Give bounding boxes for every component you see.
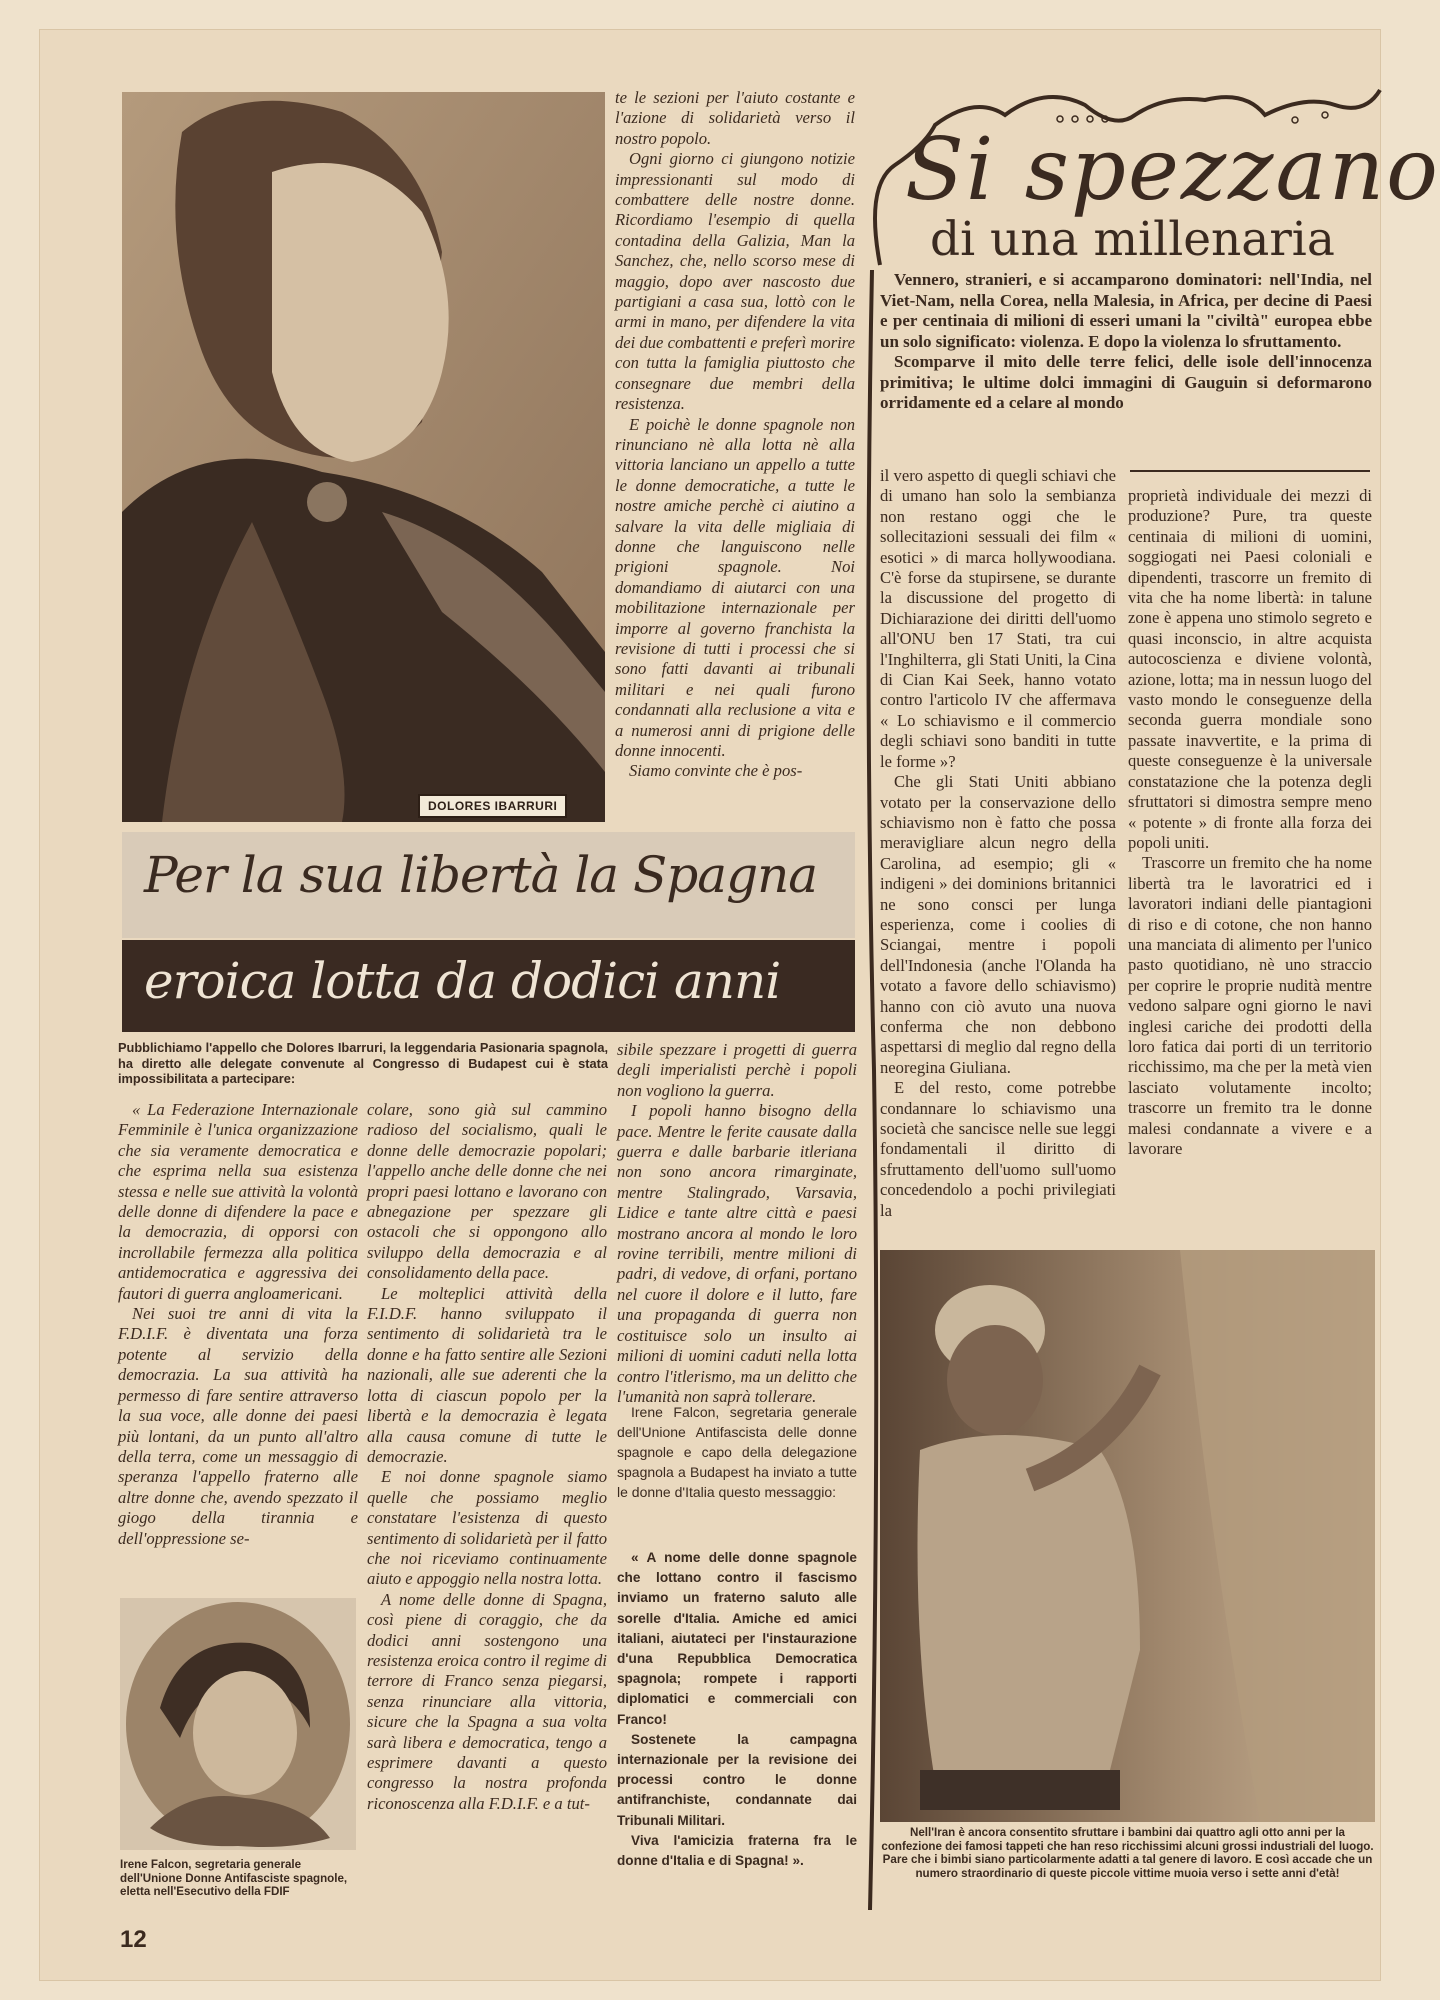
paragraph: Vennero, stranieri, e si accamparono dominatori: nell'India, nel Viet-Nam, nella Corea, nella Malesia, in Africa, per decine di Paesi e per centinaia di milioni di esseri umani la "civiltà" europea ebbe un solo significato: violenza. E dopo la violenza lo sfruttamento. (880, 270, 1372, 351)
article-column-1 (118, 1100, 358, 1590)
paragraph: « La Federazione Internazionale Femminile è l'unica organizzazione che sia veramente democratica e che esprima nella sua esistenza stessa e nelle sue attività la volontà delle donne di difendere la pace e la democrazia, di opporsi con incrollabile fermezza alla politica antidemocratica e aggressiva dei fautori di guerra angloamericani. (118, 1100, 358, 1303)
paragraph: te le sezioni per l'aiuto costante e l'azione di solidarietà verso il nostro popolo. (615, 88, 855, 148)
paragraph: E poichè le donne spagnole non rinunciano nè alla lotta nè alla vittoria lanciano un appello a tutte le donne democratiche, a tutte le nostre amiche perchè ci aiutino a salvare la vita delle migliaia di donne che languiscono nelle prigioni spagnole. Noi domandiamo di aiutarci con una mobilitazione internazionale per imporre al governo franchista la revisione di tutti i processi che si sono fatti davanti ai tribunali militari e nei quali furono condannati alla reclusione a vita e a numerosi anni di prigione delle donne innocenti. (615, 414, 855, 760)
paragraph: A nome delle donne di Spagna, così piene di coraggio, che da dodici anni sostengono una resistenza eroica contro il regime di terrore di Franco senza piegarsi, senza rinunciare alla vittoria, sicure che la Spagna a sua volta sarà libera e democratica, tengo a esprimere davanti a questo congresso la nostra profonda riconoscenza alla F.D.I.F. e a tut- (367, 1589, 607, 1813)
child-carpet-weaver-photo (880, 1250, 1375, 1822)
column-rule (1130, 470, 1370, 472)
falcon-intro (617, 1402, 857, 1542)
irene-falcon-caption: Irene Falcon, segretaria generale dell'Unione Donne Antifasciste spagnole, eletta nell'Esecutivo della FDIF (120, 1858, 348, 1899)
paragraph: Nei suoi tre anni di vita la F.D.I.F. è diventata una forza potente al servizio della democrazia. La sua attività ha permesso di fare sentire attraverso la sua voce, alle donne dei paesi più lontani, da un punto all'altro della terra, come un messaggio di speranza l'appello fraterno alle altre donne che, avendo spezzato il giogo della tirannia e dell'oppressione se- (118, 1304, 358, 1548)
right-headline-sub: di una millenaria (930, 212, 1335, 267)
paragraph: Viva l'amicizia fraterna fra le donne d'Italia e di Spagna! ». (617, 1832, 857, 1869)
paragraph: Che gli Stati Uniti abbiano votato per la conservazione dello schiavismo non è fatto che possa meravigliare alcun negro della Carolina, ad esempio; gli « indigeni » dei dominions britannici ne sono consci per lunga esperienza, come i coolies di Sciangai, mentre i popoli dell'Indonesia (anche l'Olanda ha votato a favore dello schiavismo) hanno con ciò avuto una nuova conferma che non debbono aspettarsi di meglio dal regno della neoregina Giuliana. (880, 772, 1116, 1077)
paragraph: I popoli hanno bisogno della pace. Mentre le ferite causate dalla guerra e dalle barbarie itleriana non sono ancora rimarginate, mentre Stalingrado, Varsavia, Lidice e tante altre città e paesi mostrano ancora al mondo le loro rovine terribili, mentre milioni di padri, di vedove, di orfani, portano nel cuore il dolore e il lutto, fare una propaganda di guerra non costituisce solo un insulto ai milioni di uomini caduti nella lotta contro l'itlerismo, ma un delitto che l'umanità non saprà tollerare. (617, 1101, 857, 1406)
right-headline-script: Si spezzano (905, 120, 1440, 220)
right-intro (880, 270, 1372, 466)
paragraph: il vero aspetto di quegli schiavi che di umano han solo la sembianza non restano oggi che le sollecitazioni sessuali dei film « esotici » di marca hollywoodiana. C'è forse da stupirsene, se durante la discussione del progetto di Dichiarazione dei diritti dell'uomo all'ONU ben 17 Stati, tra cui l'Inghilterra, gli Stati Uniti, la Cina di Cian Kai Seek, hanno votato contro l'articolo IV che affermava « Lo schiavismo e il commercio degli schiavi sono banditi in tutte le forme »? (880, 466, 1116, 771)
paragraph: E noi donne spagnole siamo quelle che possiamo meglio constatare l'esistenza di questo sentimento di solidarietà per il fatto che noi riceviamo continuamente aiuto e appoggio nella nostra lotta. (367, 1467, 607, 1589)
paragraph: proprietà individuale dei mezzi di produzione? Pure, tra queste centinaia di milioni di uomini, soggiogati nei Paesi coloniali e dipendenti, trascorre un fremito di vita che ha nome libertà: in talune zone è appena uno stimolo segreto e quasi inconscio, in altre acquista autocoscienza e diviene volontà, azione, lotta; ma in nessun luogo del vasto mondo le conseguenze della seconda guerra mondiale sono passate inavvertite, e la prima di queste conseguenze è la universale constatazione che la potenza degli sfruttatori si dimostra sempre meno « potente » di fronte alla forza dei popoli uniti. (1128, 486, 1372, 852)
headline-line-1: Per la sua libertà la Spagna (144, 846, 818, 904)
intro-text: Pubblichiamo l'appello che Dolores Ibarruri, la leggendaria Pasionaria spagnola, ha diretto alle delegate convenute al Congresso di Budapest cui è stata impossibilitata a partecipare: (118, 1040, 608, 1086)
photo-caption-label: DOLORES IBARRURI (418, 794, 567, 818)
falcon-message (617, 1548, 857, 1913)
paragraph: Siamo convinte che è pos- (629, 761, 803, 781)
paragraph: « A nome delle donne spagnole che lottano contro il fascismo inviamo un fraterno saluto alle sorelle d'Italia. Amiche ed amici italiani, aiutateci per l'instaurazione d'una Repubblica Democratica spagnola; rompete i rapporti diplomatici e commerciali con Franco! (617, 1550, 857, 1727)
article-intro (118, 1040, 608, 1096)
paragraph: E del resto, come potrebbe condannare lo schiavismo una società che sancisce nelle sue leggi fondamentali il diritto di sfruttamento dell'uomo sull'uomo concedendolo a pochi privilegiati la (880, 1078, 1116, 1220)
page-number: 12 (120, 1926, 147, 1953)
right-column-a (880, 466, 1116, 1230)
paragraph: Ogni giorno ci giungono notizie impressionanti sul modo di combattere delle nostre donne. Ricordiamo l'esempio di quella contadina della Galizia, Man la Sanchez, che, nello scorso mese di maggio, dopo aver nascosto due partigiani a casa sua, lottò con le armi in mano, per difendere la vita dei due combattenti e preferì morire con tutta la famiglia piuttosto che consegnare due membri della resistenza. (615, 149, 855, 414)
article-column-top (615, 88, 855, 828)
article-column-3 (617, 1040, 857, 1406)
paragraph: Sostenete la campagna internazionale per la revisione dei processi contro le donne antifranchiste, condannate dai Tribunali Militari. (617, 1731, 857, 1828)
paragraph: Trascorre un fremito che ha nome libertà tra le lavoratrici ed i lavoratori indiani delle piantagioni di riso e di cotone, che non hanno una manciata di alimento per l'unico pasto quotidiano, nè uno straccio per coprire le proprie nudità mentre vedono salpare ogni giorno le navi inglesi cariche dei prodotti della loro fatica dai porti di un territorio ricchissimo, ma che per la metà vien lasciato volutamente incolto; trascorre un fremito tra le donne malesi condannate a vivere e a lavorare (1128, 853, 1372, 1158)
right-column-b (1128, 486, 1372, 1230)
paragraph: Irene Falcon, segretaria generale dell'Unione Antifascista delle donne spagnole e capo della delegazione spagnola a Budapest ha inviato a tutte le donne d'Italia questo messaggio: (617, 1404, 857, 1500)
paragraph: colare, sono già sul cammino radioso del socialismo, quali le donne delle democrazie popolari; l'appello anche delle donne che nei propri paesi lottano e lavorano con abnegazione per spezzare gli ostacoli che si oppongono allo sviluppo della democrazia e al consolidamento della pace. (367, 1100, 607, 1283)
child-photo-caption: Nell'Iran è ancora consentito sfruttare i bambini dai quattro agli otto anni per la confezione dei famosi tappeti che han reso ricchissimi alcuni grossi industriali del luogo. Pare che i bimbi siano particolarmente adatti a tal genere di lavoro. E così accade che un numero straordinario di queste piccole vittime muoia verso i sette anni d'età! (881, 1826, 1374, 1880)
decorative-bracket (862, 270, 882, 1910)
paragraph: Scomparve il mito delle terre felici, delle isole dell'innocenza primitiva; le ultime dolci immagini di Gauguin si deformarono orridamente ed a celare al mondo (880, 352, 1372, 412)
headline-line-2: eroica lotta da dodici anni (144, 952, 781, 1010)
headline-banner-dark (122, 940, 855, 1032)
headline-banner-light (122, 832, 855, 938)
paragraph: sibile spezzare i progetti di guerra degli imperialisti perchè i popoli non vogliono la guerra. (617, 1040, 857, 1100)
dolores-ibarruri-photo (122, 92, 605, 822)
article-column-2 (367, 1100, 607, 1910)
paragraph: Le molteplici attività della F.I.D.F. hanno sviluppato il sentimento di solidarietà tra le donne e ha fatto sentire alle Sezioni nazionali, alle sue aderenti che la lotta di ciascun popolo per la libertà e la democrazia è legata alla causa comune di tutte le democrazie. (367, 1283, 607, 1466)
irene-falcon-photo (120, 1598, 356, 1850)
